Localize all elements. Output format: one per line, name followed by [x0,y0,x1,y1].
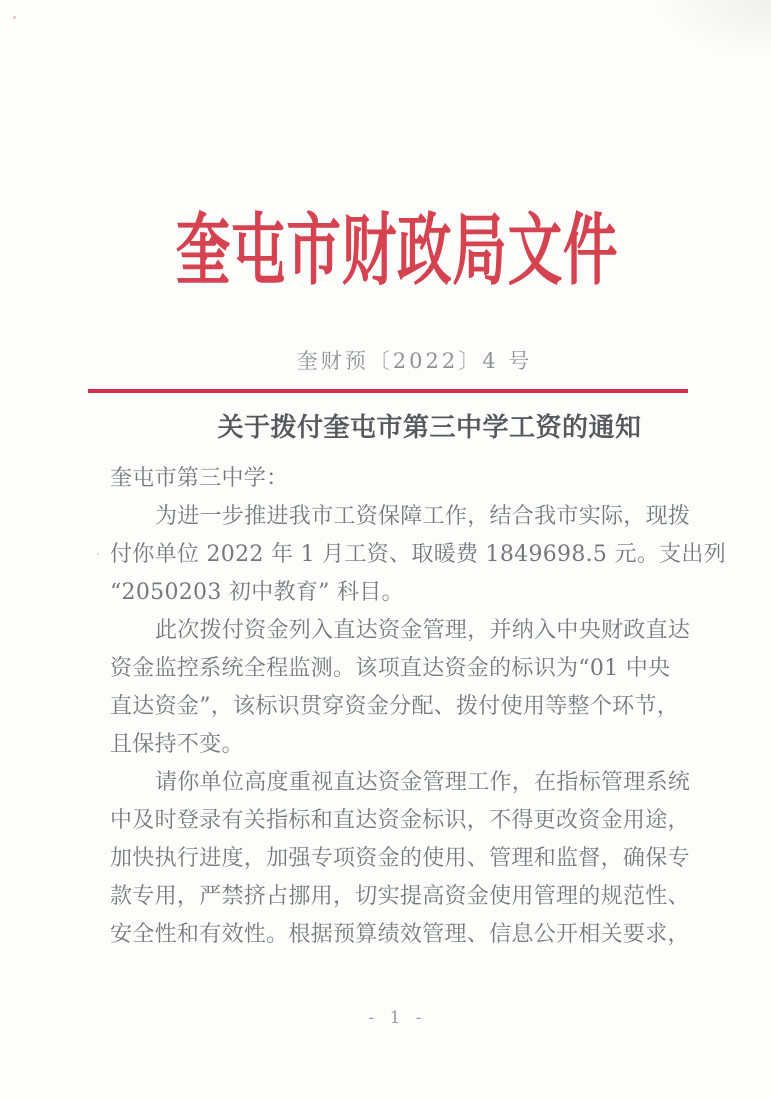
scan-speck [97,553,99,555]
body-line: 付你单位 2022 年 1 月工资、取暖费 1849698.5 元。支出列 [110,542,727,567]
scan-shading [651,0,771,60]
page-number: - 1 - [368,1008,427,1028]
letterhead-title: 奎屯市财政局文件 [176,205,619,296]
body-line: 为进一步推进我市工资保障工作，结合我市实际，现拨 [155,504,691,529]
body-line: 款专用，严禁挤占挪用，切实提高资金使用管理的规范性、 [110,884,690,909]
body-line: “2050203 初中教育” 科目。 [110,580,404,605]
body-line: 请你单位高度重视直达资金管理工作，在指标管理系统 [155,770,691,795]
document-title: 关于拨付奎屯市第三中学工资的通知 [217,413,642,443]
body-line: 此次拨付资金列入直达资金管理，并纳入中央财政直达 [155,618,691,643]
body-line: 直达资金”，该标识贯穿资金分配、拨付使用等整个环节， [110,694,680,719]
body-line: 安全性和有效性。根据预算绩效管理、信息公开相关要求， [110,922,690,947]
body-line: 且保持不变。 [110,732,244,757]
body-line: 中及时登录有关指标和直达资金标识，不得更改资金用途， [110,808,690,833]
body-line: 加快执行进度，加强专项资金的使用、管理和监督，确保专 [110,846,690,871]
scan-speck [13,16,16,19]
letterhead-wrap [0,203,771,299]
document-body [110,460,727,954]
body-line: 资金监控系统全程监测。该项直达资金的标识为“01 中央 [110,656,671,681]
body-line-salutation: 奎屯市第三中学： [110,466,289,491]
doc-number: 奎财预〔2022〕4 号 [296,349,533,373]
red-divider-rule [88,389,688,393]
